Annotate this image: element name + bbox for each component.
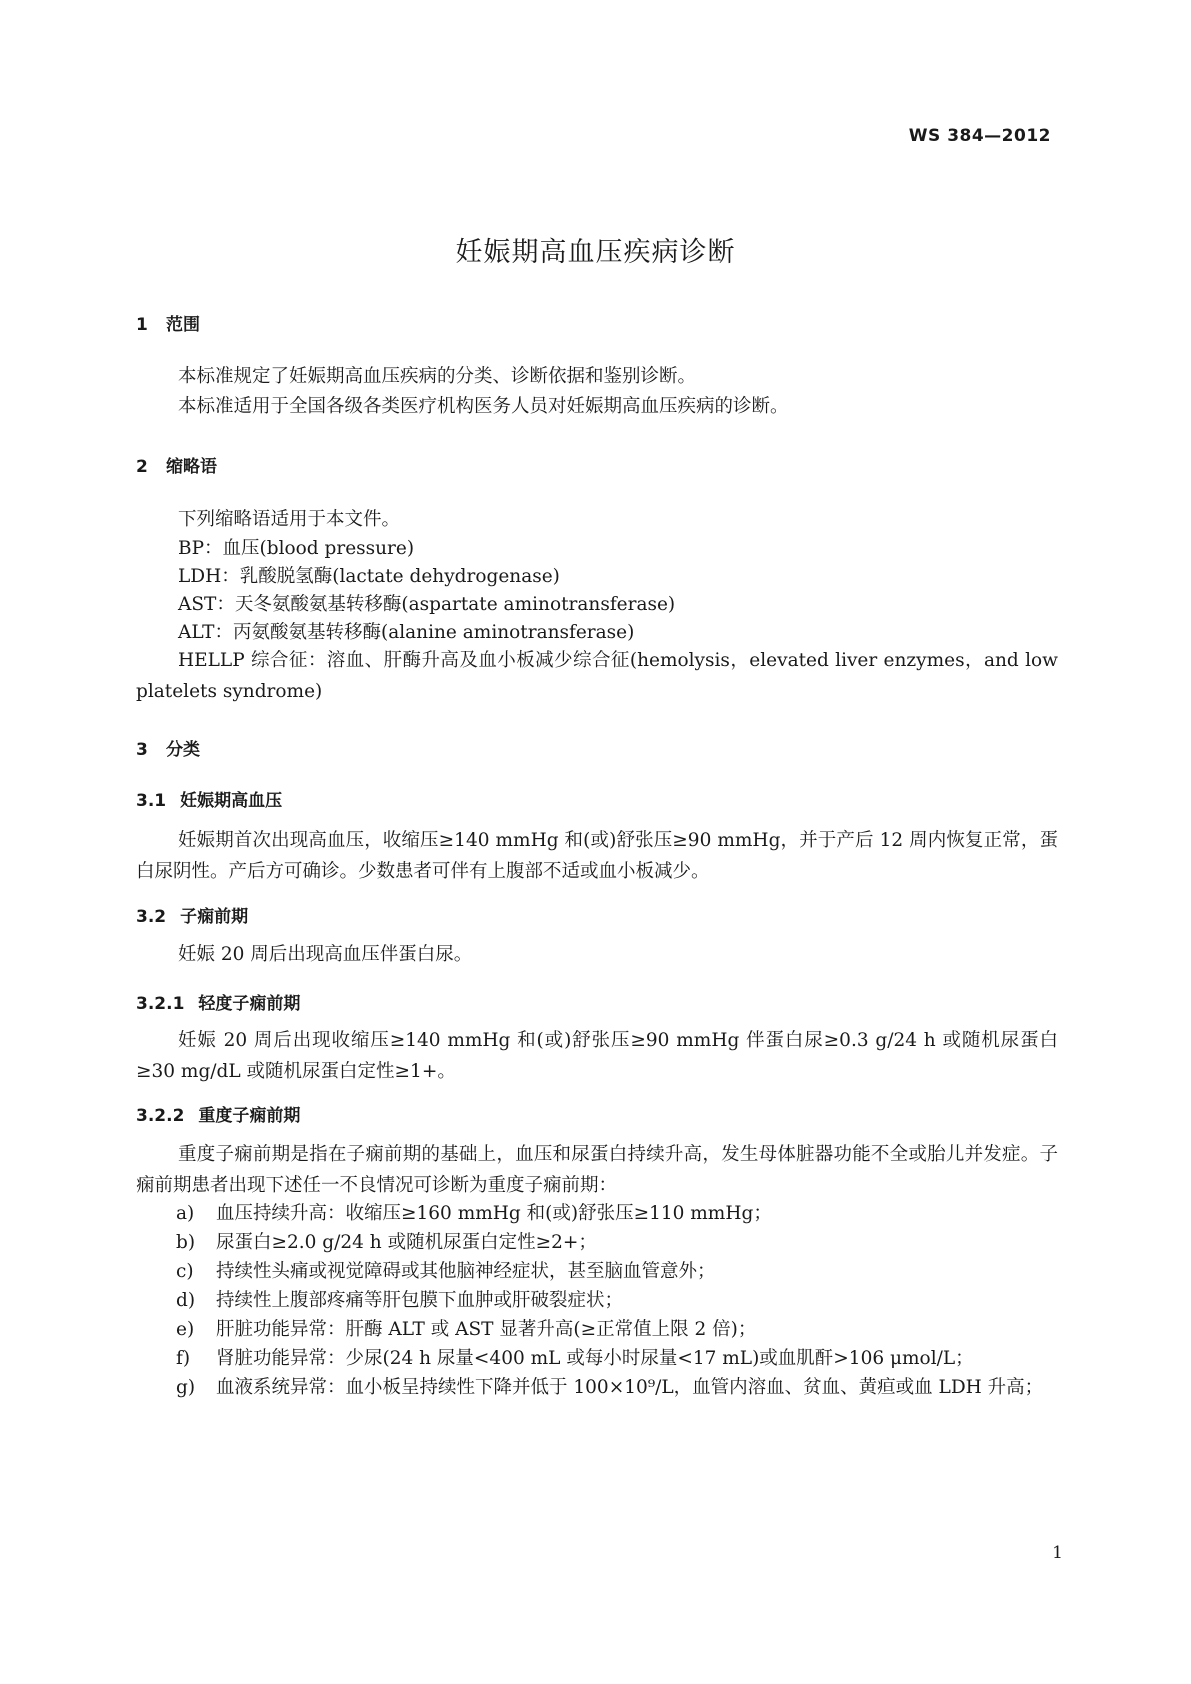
section-title: 分类 (166, 740, 200, 760)
abbreviation-alt: ALT：丙氨酸氨基转移酶(alanine aminotransferase) (178, 622, 635, 643)
list-text: 持续性头痛或视觉障碍或其他脑神经症状，甚至脑血管意外； (216, 1261, 716, 1282)
abbreviation-hellp: HELLP 综合征：溶血、肝酶升高及血小板减少综合征(hemolysis，elevated liver enzymes，and low platelets syndrome) (136, 650, 1058, 702)
section-number: 3.2.2 (136, 1106, 185, 1126)
section-number: 1 (136, 315, 148, 335)
list-marker: f) (176, 1348, 191, 1369)
paragraph: 妊娠 20 周后出现高血压伴蛋白尿。 (178, 944, 473, 965)
list-item (176, 1256, 1058, 1287)
section-3-2-1-heading (136, 989, 300, 1014)
list-marker: c) (176, 1261, 194, 1282)
section-number: 3.1 (136, 791, 167, 811)
list-item (176, 1285, 1058, 1316)
section-title: 妊娠期高血压 (180, 791, 283, 811)
section-number: 3 (136, 740, 148, 760)
list-text: 肝脏功能异常：肝酶 ALT 或 AST 显著升高(≥正常值上限 2 倍)； (216, 1319, 757, 1340)
list-item (176, 1314, 1058, 1345)
abbreviation-bp: BP：血压(blood pressure) (178, 538, 415, 559)
section-1-heading (136, 310, 200, 335)
section-title: 子痫前期 (180, 907, 249, 927)
list-marker: a) (176, 1203, 195, 1224)
section-number: 2 (136, 457, 148, 477)
list-text: 尿蛋白≥2.0 g/24 h 或随机尿蛋白定性≥2+； (216, 1232, 597, 1253)
paragraph: 本标准规定了妊娠期高血压疾病的分类、诊断依据和鉴别诊断。 (178, 366, 697, 387)
paragraph: 下列缩略语适用于本文件。 (178, 509, 401, 530)
paragraph: 重度子痫前期是指在子痫前期的基础上，血压和尿蛋白持续升高，发生母体脏器功能不全或胎儿并发症。子痫前期患者出现下述任一不良情况可诊断为重度子痫前期： (136, 1144, 1058, 1196)
abbreviation-ast: AST：天冬氨酸氨基转移酶(aspartate aminotransferase) (178, 594, 676, 615)
list-item (176, 1198, 1058, 1229)
paragraph: 妊娠 20 周后出现收缩压≥140 mmHg 和(或)舒张压≥90 mmHg 伴蛋白尿≥0.3 g/24 h 或随机尿蛋白≥30 mg/dL 或随机尿蛋白定性≥1+。 (136, 1030, 1058, 1082)
section-3-2-heading (136, 902, 248, 927)
section-title: 缩略语 (166, 457, 217, 477)
section-2-heading (136, 452, 217, 477)
list-marker: b) (176, 1232, 196, 1253)
list-text: 血压持续升高：收缩压≥160 mmHg 和(或)舒张压≥110 mmHg； (216, 1203, 772, 1224)
document-title: 妊娠期高血压疾病诊断 (455, 237, 736, 268)
list-item (176, 1343, 1058, 1374)
section-title: 重度子痫前期 (198, 1106, 301, 1126)
section-3-2-2-heading (136, 1101, 300, 1126)
list-marker: e) (176, 1319, 195, 1340)
list-text: 血液系统异常：血小板呈持续性下降并低于 100×10⁹/L，血管内溶血、贫血、黄疸或血 LDH 升高； (216, 1377, 1044, 1398)
section-number: 3.2 (136, 907, 167, 927)
list-item (176, 1227, 1058, 1258)
list-marker: g) (176, 1377, 196, 1398)
standard-code: WS 384—2012 (908, 126, 1051, 146)
list-marker: d) (176, 1290, 196, 1311)
page-number: 1 (1052, 1543, 1063, 1563)
section-title: 轻度子痫前期 (198, 994, 301, 1014)
abbreviation-ldh: LDH：乳酸脱氢酶(lactate dehydrogenase) (178, 566, 560, 587)
list-text: 持续性上腹部疼痛等肝包膜下血肿或肝破裂症状； (216, 1290, 624, 1311)
list-item (176, 1372, 1058, 1403)
section-3-1-heading (136, 786, 282, 811)
section-title: 范围 (166, 315, 200, 335)
section-number: 3.2.1 (136, 994, 185, 1014)
list-text: 肾脏功能异常：少尿(24 h 尿量<400 mL 或每小时尿量<17 mL)或血肌酐>106 μmol/L； (216, 1348, 974, 1369)
paragraph: 妊娠期首次出现高血压，收缩压≥140 mmHg 和(或)舒张压≥90 mmHg，并于产后 12 周内恢复正常，蛋白尿阴性。产后方可确诊。少数患者可伴有上腹部不适或血小板减少。 (136, 830, 1058, 882)
section-3-heading (136, 735, 200, 760)
paragraph: 本标准适用于全国各级各类医疗机构医务人员对妊娠期高血压疾病的诊断。 (178, 396, 789, 417)
